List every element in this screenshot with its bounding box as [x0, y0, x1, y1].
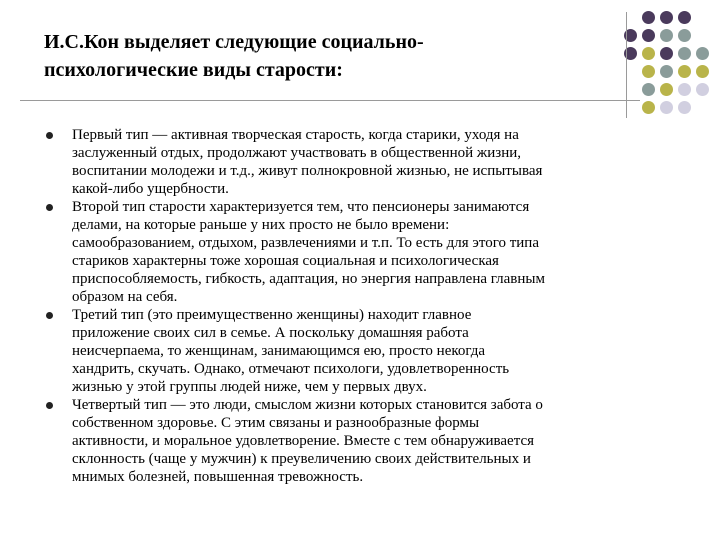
decor-dot: [642, 83, 655, 96]
list-item-line: собственном здоровье. С этим связаны и разнообразные формы: [72, 415, 480, 431]
decor-dot: [642, 65, 655, 78]
decor-dot: [642, 29, 655, 42]
decor-dot: [678, 101, 691, 114]
list-item-line: активности, и моральное удовлетворение. Вместе с тем обнаруживается: [72, 433, 534, 449]
bullet-icon: [46, 132, 53, 139]
decor-dot: [660, 101, 673, 114]
list-item-line: самообразованием, отдыхом, развлечениями и т.п. То есть для этого типа: [72, 235, 539, 251]
decor-dot: [678, 83, 691, 96]
decor-dot: [678, 11, 691, 24]
decor-dot: [660, 83, 673, 96]
list-item-line: заслуженный отдых, продолжают участвовать в общественной жизни,: [72, 145, 522, 161]
list-item-line: жизнью у этой группы людей ниже, чем у первых двух.: [72, 379, 427, 395]
list-item-line: образом на себя.: [72, 289, 178, 305]
vertical-divider: [626, 12, 627, 118]
bullet-list: [44, 126, 684, 486]
list-item-line: приложение своих сил в семье. А поскольку домашняя работа: [72, 325, 469, 341]
decor-dot: [642, 11, 655, 24]
decor-dot: [678, 65, 691, 78]
decor-dot: [660, 47, 673, 60]
bullet-icon: [46, 204, 53, 211]
slide-title-line: И.С.Кон выделяет следующие социально-: [44, 31, 424, 53]
list-item-line: стариков характерны тоже хорошая социальная и психологическая: [72, 253, 499, 269]
list-item-line: какой-либо ущербности.: [72, 181, 229, 197]
list-item-line: делами, на которые раньше у них просто не было времени:: [72, 217, 450, 233]
decor-dot: [696, 83, 709, 96]
decor-dot: [642, 101, 655, 114]
bullet-icon: [46, 402, 53, 409]
decor-dot: [660, 65, 673, 78]
horizontal-divider: [20, 100, 640, 101]
slide-title: [44, 28, 514, 84]
list-item-line: неисчерпаема, то женщинам, занимающимся ею, просто некогда: [72, 343, 486, 359]
decor-dot: [678, 47, 691, 60]
list-item-line: Третий тип (это преимущественно женщины) находит главное: [72, 307, 472, 323]
list-item-line: Второй тип старости характеризуется тем, что пенсионеры занимаются: [72, 199, 530, 215]
list-item-line: воспитании молодежи и т.д., живут полнокровной жизнью, не испытывая: [72, 163, 543, 179]
list-item: [44, 306, 684, 396]
list-item-line: хандрить, скучать. Однако, отмечают психологи, удовлетворенность: [72, 361, 510, 377]
list-item: [44, 396, 684, 486]
decor-dot: [696, 65, 709, 78]
list-item-line: склонность (чаще у мужчин) к преувеличению своих действительных и: [72, 451, 531, 467]
decor-dot: [678, 29, 691, 42]
list-item: [44, 198, 684, 306]
slide-title-line: психологические виды старости:: [44, 59, 343, 81]
list-item-line: мнимых болезней, повышенная тревожность.: [72, 469, 364, 485]
list-item-line: Четвертый тип — это люди, смыслом жизни которых становится забота о: [72, 397, 543, 413]
decor-dot: [642, 47, 655, 60]
list-item-line: приспособляемость, гибкость, адаптация, но энергия направлена главным: [72, 271, 545, 287]
decor-dot: [660, 11, 673, 24]
bullet-icon: [46, 312, 53, 319]
decor-dot: [660, 29, 673, 42]
decor-dot: [696, 47, 709, 60]
list-item: [44, 126, 684, 198]
list-item-line: Первый тип — активная творческая старость, когда старики, уходя на: [72, 127, 519, 143]
